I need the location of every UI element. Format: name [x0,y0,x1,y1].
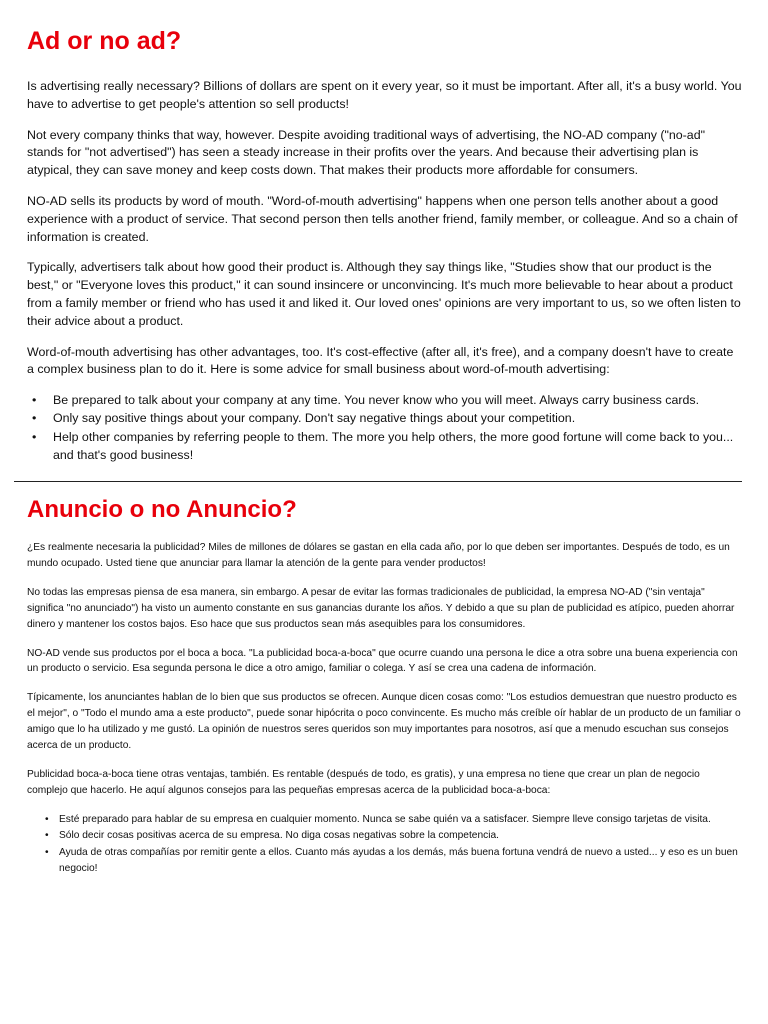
list-item-text: Ayuda de otras compañías por remitir gente a ellos. Cuanto más ayudas a los demás, más buena fortuna vendrá de nuevo a usted... y eso es un buen negocio! [59,846,738,874]
spanish-advice-list [27,812,743,877]
bullet-icon: • [45,813,49,825]
list-item-text: Be prepared to talk about your company at any time. You never know who you will meet. Always carry business cards. [53,393,700,408]
list-item [27,392,743,410]
list-item-text: Help other companies by referring people to them. The more you help others, the more good fortune will come back to you... and that's good business! [53,429,734,462]
list-item-text: Sólo decir cosas positivas acerca de su empresa. No diga cosas negativas sobre la competencia. [59,830,499,842]
spanish-paragraph-3: NO-AD vende sus productos por el boca a boca. "La publicidad boca-a-boca" que ocurre cuando una persona le dice a otra sobre una buena experiencia con un producto o servicio. Esa segunda persona le dice a otro amigo, familiar o colega. Y así se crea una cadena de información. [27,647,738,675]
english-paragraph-3: NO-AD sells its products by word of mouth. "Word-of-mouth advertising" happens when one person tells another about a good experience with a product of service. That second person then tells another friend, family member, or colleague. And so a chain of information is created. [27,193,738,244]
spanish-section [27,494,743,877]
spanish-paragraph-5: Publicidad boca-a-boca tiene otras ventajas, también. Es rentable (después de todo, es gratis), y una empresa no tiene que crear un plan de negocio complejo que hacerlo. He aquí algunos consejos para las pequeñas empresas acerca de la publicidad boca-a-boca: [27,768,700,796]
english-paragraph-5: Word-of-mouth advertising has other advantages, too. It's cost-effective (after all, it's free), and a company doesn't have to create a complex business plan to do it. Here is some advice for small business about word-of-mouth advertising: [27,344,734,377]
english-paragraph-1: Is advertising really necessary? Billions of dollars are spent on it every year, so it must be important. After all, it's a busy world. You have to advertise to get people's attention so sell products! [27,79,742,111]
english-advice-list [27,392,743,464]
list-item-text: Only say positive things about your company. Don't say negative things about your competition. [53,411,576,426]
spanish-title: Anuncio o no Anuncio? [27,496,297,523]
list-item [27,429,743,465]
english-paragraph-4: Typically, advertisers talk about how good their product is. Although they say things like, "Studies show that our product is the best," or "Everyone loves this product," it can sound insincere or unconvincing. It's much more believable to hear about a product from a family member or friend who has used it and liked it. Our loved ones' opinions are very important to us, so we often listen to their advice about a product. [27,260,741,328]
list-item [27,812,743,828]
bullet-icon: • [45,846,49,858]
bullet-icon: • [32,393,37,408]
section-divider [14,481,742,482]
list-item [27,410,743,428]
english-paragraph-2: Not every company thinks that way, however. Despite avoiding traditional ways of advertising, the NO-AD company ("no-ad" stands for "not advertised") has seen a steady increase in their profits over the years. And because their advertising plan is atypical, they can save money and keep costs down. That makes their products more affordable for consumers. [27,127,705,178]
list-item [27,828,743,844]
spanish-paragraph-2: No todas las empresas piensa de esa manera, sin embargo. A pesar de evitar las formas tradicionales de publicidad, la empresa NO-AD ("sin ventaja" significa "no anunciado") ha visto un aumento constante en sus ganancias durante los años. Y debido a que su plan de publicidad es atípico, pueden ahorrar dinero y mantener los costos bajos. Eso hace que sus productos sean más asequibles para los consumidores. [27,586,735,630]
bullet-icon: • [45,830,49,842]
spanish-paragraph-4: Típicamente, los anunciantes hablan de lo bien que sus productos se ofrecen. Aunque dicen cosas como: "Los estudios demuestran que nuestro producto es el mejor", o "Todo el mundo ama a este producto", puede sonar hipócrita o poco convincente. Es mucho más creíble oír hablar de un producto de un familiar o amigo que lo ha utilizado y me gustó. La opinión de nuestros seres queridos son muy importantes para nosotros, así que a menudo escuchan sus consejos acerca de un producto. [27,692,741,752]
english-section [27,24,743,465]
list-item [27,845,743,877]
spanish-paragraph-1: ¿Es realmente necesaria la publicidad? Miles de millones de dólares se gastan en ella cada año, por lo que deben ser importantes. Después de todo, es un mundo ocupado. Usted tiene que anunciar para llamar la atención de la gente para vender productos! [27,542,730,569]
bullet-icon: • [32,429,37,444]
bullet-icon: • [32,411,37,426]
list-item-text: Esté preparado para hablar de su empresa en cualquier momento. Nunca se sabe quién va a satisfacer. Siempre lleve consigo tarjetas de visita. [59,813,711,825]
english-title: Ad or no ad? [27,27,182,55]
